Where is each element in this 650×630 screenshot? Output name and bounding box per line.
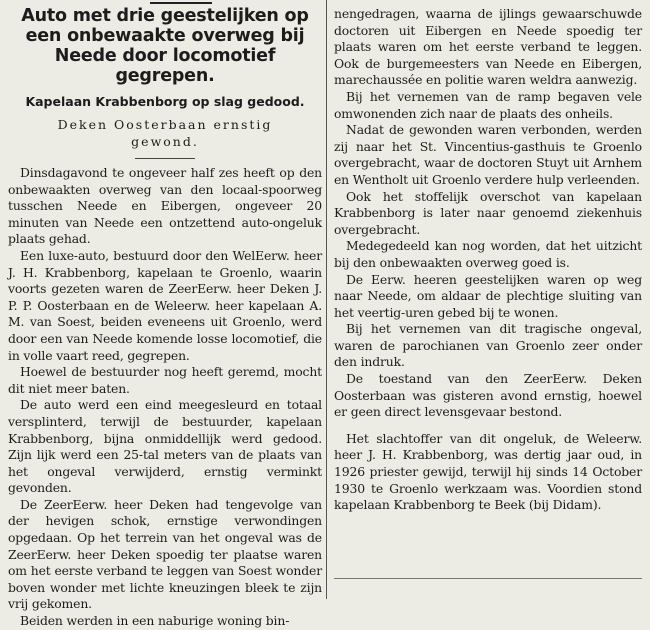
paragraph: Bij het vernemen van de ramp begaven vele omwonenden zich naar de plaats des onheils. xyxy=(334,88,642,121)
paragraph: Beiden werden in een naburige woning bin- xyxy=(20,613,290,629)
section-rule xyxy=(135,158,195,159)
paragraph: De ZeerEerw. heer Deken had tengevolge van der hevigen schok, ernstige verwondingen opgedaan. Op het terrein van het ongeval was de ZeerEerw. heer Deken spoedig ter plaatse waren om het eerste verband te leggen van Soest wonder boven wonder met lichte kneuzingen bleek te zijn vrij gekomen. xyxy=(8,496,322,612)
paragraph: Hoewel de bestuurder nog heeft geremd, mocht dit niet meer baten. xyxy=(8,364,322,396)
paragraph: Dinsdagavond te ongeveer half zes heeft op den onbewaakten overweg van den locaal-spoorweg tusschen Neede en Eibergen, ongeveer 20 minuten van Neede een ontzettend auto-ongeluk plaats gehad. xyxy=(8,165,322,247)
paragraph: Medegedeeld kan nog worden, dat het uitzicht bij den onbewaakten overweg goed is. xyxy=(334,238,642,270)
spacer xyxy=(334,421,642,431)
paragraph: De toestand van den ZeerEerw. Deken Oosterbaan was gisteren avond ernstig, hoewel er geen direct levensgevaar bestond. xyxy=(334,371,642,420)
paragraph: Bij het vernemen van dit tragische ongeval, waren de parochianen van Groenlo zeer onder den indruk. xyxy=(334,321,642,370)
paragraph: Een luxe-auto, bestuurd door den WelEerw. heer J. H. Krabbenborg, kapelaan te Groenlo, waarin voorts gezeten waren de ZeerEerw. heer Deken J. P. P. Oosterbaan en de Weleerw. heer kapelaan A. M. van Soest, beiden eveneens uit Groenlo, werd door een van Neede komende losse locomotief, die in volle vaart reed, gegrepen. xyxy=(8,247,322,363)
paragraph: Nadat de gewonden waren verbonden, werden zij naar het St. Vincentius-gasthuis te Groenlo overgebracht, waar de doctoren Stuyt uit Arnhem en Wentholt uit Groenlo verdere hulp verleenden. xyxy=(334,122,642,187)
paragraph: Het slachtoffer van dit ongeluk, de Weleerw. heer J. H. Krabbenborg, was dertig jaar oud, in 1926 priester gewijd, terwijl hij sinds 14 October 1930 te Groenlo werkzaam was. Voordien stond kapelaan Krabbenborg te Beek (bij Didam). xyxy=(334,430,642,513)
column-divider xyxy=(326,0,327,599)
paragraph: Ook het stoffelijk overschot van kapelaan Krabbenborg is later naar genoemd ziekenhuis overgebracht. xyxy=(334,188,642,237)
bottom-rule xyxy=(334,578,642,579)
paragraph: De Eerw. heeren geestelijken waren op weg naar Neede, om aldaar de plechtige sluiting van het veertig-uren gebed bij te wonen. xyxy=(334,271,642,320)
paragraph: nengedragen, waarna de ijlings gewaarschuwde doctoren uit Eibergen en Neede spoedig ter plaats waren om het eerste verband te leggen. Ook de burgemeesters van Neede en Eibergen, marechaussée en politie waren weldra aanwezig. xyxy=(334,6,642,88)
subheading: Kapelaan Krabbenborg op slag gedood. xyxy=(25,94,305,109)
paragraph: De auto werd een eind meegesleurd en totaal versplinterd, terwijl de bestuurder, kapelaan Krabbenborg, bijna onmiddellijk werd gedood. Zijn lijk werd een 25-tal meters van de plaats van het ongeval verwijderd, ernstig verminkt gevonden. xyxy=(8,397,322,496)
left-column xyxy=(8,0,322,630)
right-column xyxy=(334,6,642,514)
subheading-2: Deken Oosterbaan ernstig gewond. xyxy=(57,117,273,149)
headline: Auto met drie geestelijken op een onbewaakte overweg bij Neede door locomotief gegrepen. xyxy=(21,6,309,86)
